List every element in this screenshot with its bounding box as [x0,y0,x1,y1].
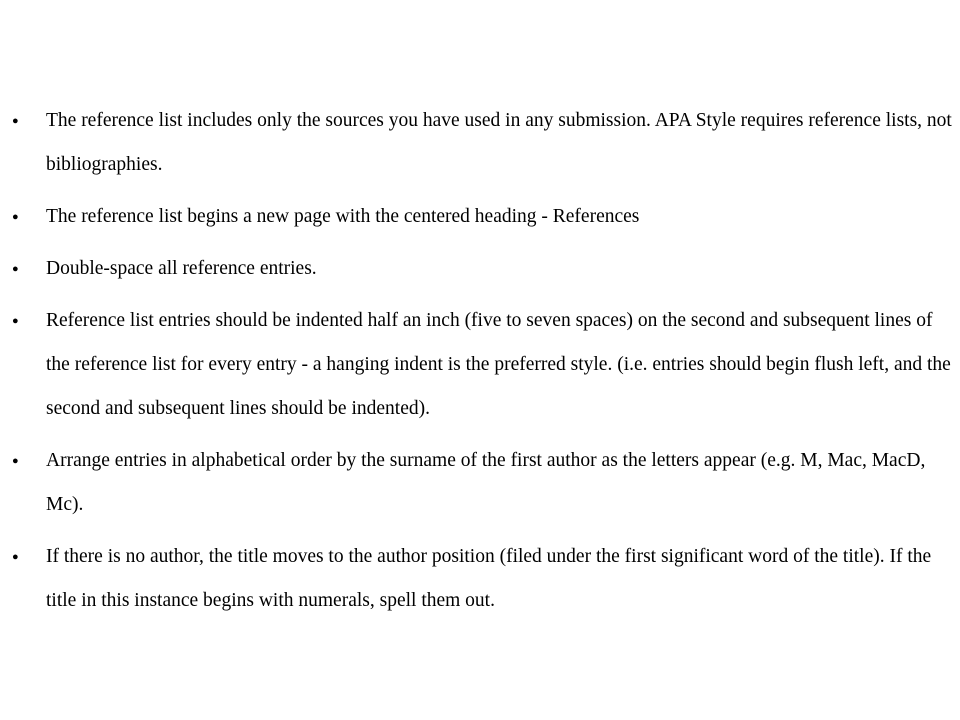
bullet-text: If there is no author, the title moves to the author position (filed under the first significant word of the title). If the title in this instance begins with numerals, spell them out. [46,546,932,611]
bullet-dot-icon: ● [12,315,19,327]
bullet-item-1 [0,99,960,187]
bullet-dot-icon: ● [12,455,19,467]
bullet-item-4 [0,299,960,431]
bullet-text: Double-space all reference entries. [46,258,317,279]
bullet-dot-icon: ● [12,263,19,275]
bullet-list [0,99,960,631]
bullet-item-5 [0,439,960,527]
bullet-dot-icon: ● [12,551,19,563]
bullet-dot-icon: ● [12,115,19,127]
bullet-item-2 [0,195,960,239]
bullet-text: The reference list includes only the sources you have used in any submission. APA Style requires reference lists, not bibliographies. [46,110,952,175]
bullet-text: The reference list begins a new page with the centered heading - References [46,206,640,227]
bullet-item-3 [0,247,960,291]
bullet-item-6 [0,535,960,623]
bullet-text: Arrange entries in alphabetical order by the surname of the first author as the letters appear (e.g. M, Mac, MacD, Mc). [46,450,926,515]
bullet-dot-icon: ● [12,211,19,223]
bullet-text: Reference list entries should be indented half an inch (five to seven spaces) on the second and subsequent lines of the reference list for every entry - a hanging indent is the preferred style. (i.e. entries should begin flush left, and the second and subsequent lines should be indented). [46,310,951,419]
